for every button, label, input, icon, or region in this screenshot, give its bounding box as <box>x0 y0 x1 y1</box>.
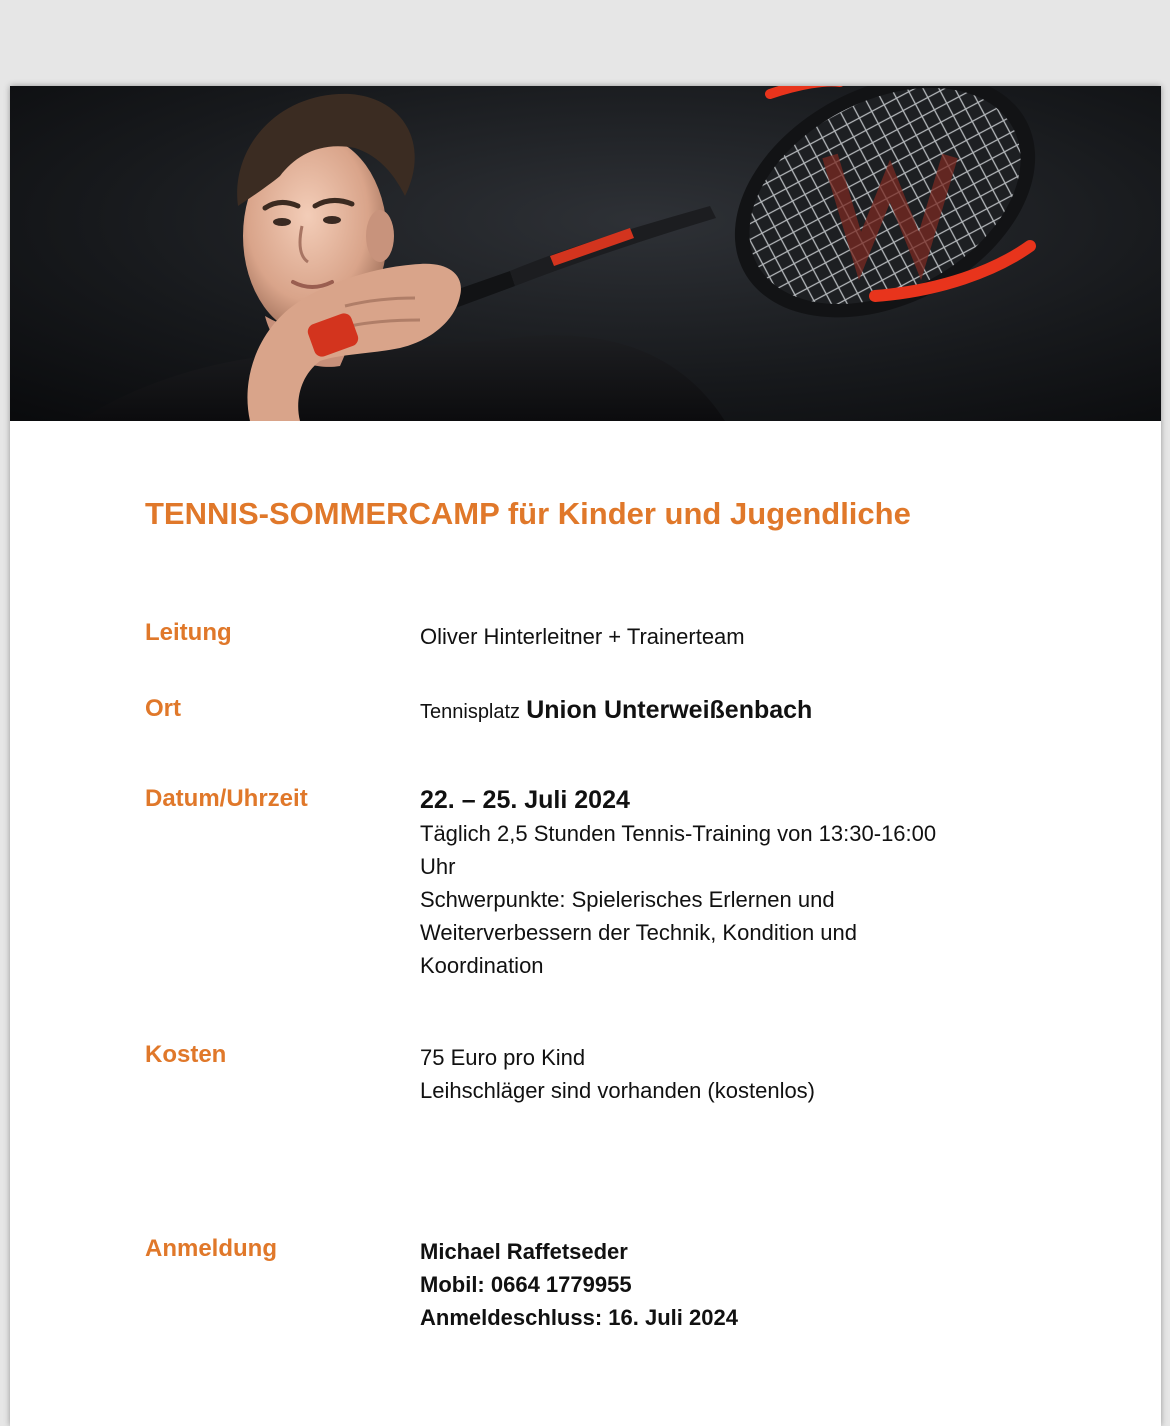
kosten-value <box>420 1041 1020 1107</box>
datum-line-1: Täglich 2,5 Stunden Tennis-Training von 13:30-16:00 <box>420 821 937 846</box>
datum-line-2: Uhr <box>420 854 456 879</box>
anmeldung-name: Michael Raffetseder <box>420 1239 628 1264</box>
datum-label: Datum/Uhrzeit <box>145 785 308 812</box>
ort-label: Ort <box>145 695 181 722</box>
datum-line-4: Weiterverbessern der Technik, Kondition und <box>420 920 857 945</box>
kosten-line-1: 75 Euro pro Kind <box>420 1045 586 1070</box>
datum-line-5: Koordination <box>420 953 544 978</box>
anmeldung-value <box>420 1235 1020 1334</box>
kosten-label: Kosten <box>145 1041 227 1068</box>
kosten-line-2: Leihschläger sind vorhanden (kostenlos) <box>420 1078 816 1103</box>
anmeldung-deadline: Anmeldeschluss: 16. Juli 2024 <box>420 1305 738 1330</box>
leitung-label: Leitung <box>145 619 232 646</box>
page-title: TENNIS-SOMMERCAMP für Kinder und Jugendliche <box>145 496 911 531</box>
ort-prefix: Tennisplatz <box>420 701 521 723</box>
anmeldung-mobile: Mobil: 0664 1779955 <box>420 1272 632 1297</box>
tennis-player-illustration <box>10 86 1161 421</box>
flyer-page <box>10 86 1161 1426</box>
ort-place: Union Unterweißenbach <box>526 696 813 724</box>
datum-date: 22. – 25. Juli 2024 <box>420 786 630 814</box>
leitung-value <box>420 620 1020 653</box>
hero-photo <box>10 86 1161 421</box>
leitung-text: Oliver Hinterleitner + Trainerteam <box>420 624 745 649</box>
anmeldung-label: Anmeldung <box>145 1235 277 1262</box>
ort-value <box>420 694 1020 729</box>
datum-line-3: Schwerpunkte: Spielerisches Erlernen und <box>420 887 835 912</box>
datum-value <box>420 784 1020 982</box>
